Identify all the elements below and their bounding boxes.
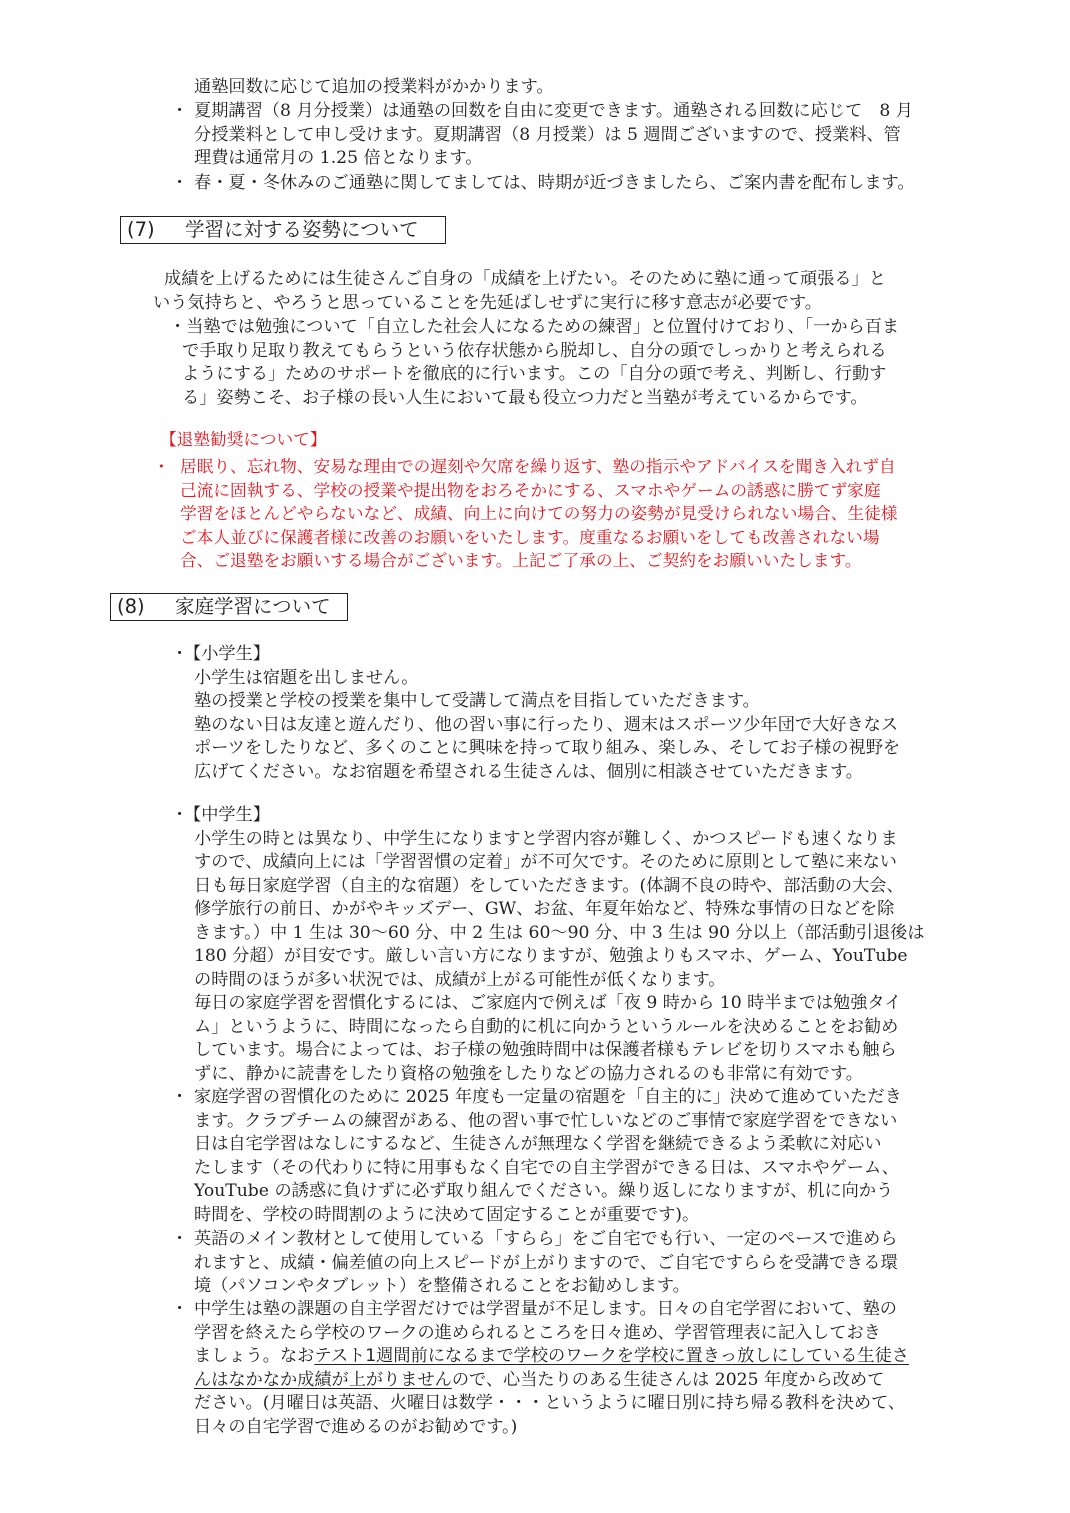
text-line: 通塾回数に応じて追加の授業料がかかります。 xyxy=(194,77,554,97)
text-line xyxy=(194,1369,909,1393)
bullet-mark: ・ xyxy=(171,644,189,664)
bullet-holiday-guide xyxy=(171,172,915,196)
elementary-heading: 【小学生】 xyxy=(184,644,270,664)
underlined-emphasis: んはなかなか成績が上がりません xyxy=(194,1369,452,1390)
text-line: 日々の自宅学習で進めるのがお勧めです。) xyxy=(194,1416,518,1437)
elementary-block xyxy=(171,643,901,784)
bullet-mark: ・ xyxy=(171,1299,189,1319)
text-line: 塾の授業と学校の授業を集中して受講して満点を目指していただきます。 xyxy=(194,691,760,711)
section-number: (8) xyxy=(117,595,145,618)
text-line: 理費は通常月の 1.25 倍となります。 xyxy=(194,148,483,168)
text-line: ようにする」ためのサポートを徹底的に行います。この「自分の頭で考え、判断し、行動す xyxy=(182,364,887,384)
text-line: 広げてください。なお宿題を希望される生徒さんは、個別に相談させていただきます。 xyxy=(194,761,863,782)
notice-title-text: 【退塾勧奨について】 xyxy=(160,429,327,449)
text-line: たします（その代わりに特に用事もなく自宅での自主学習ができる日は、スマホやゲーム、 xyxy=(194,1157,899,1178)
text-line: 英語のメイン教材として使用している「すらら」をご自宅でも行い、一定のペースで進めら xyxy=(194,1229,898,1249)
bullet-home-study-habit xyxy=(171,1086,902,1227)
text-line: 修学旅行の前日、かがやキッズデー、GW、お盆、年夏年始など、特殊な事情の日などを除 xyxy=(194,899,895,919)
text-line: 成績を上げるためには生徒さんご自身の「成績を上げたい。そのために塾に通って頑張る」と xyxy=(164,269,886,289)
notice-line: 居眠り、忘れ物、安易な理由での遅刻や欠席を繰り返す、塾の指示やアドバイスを聞き入れず自 xyxy=(180,456,896,476)
text-line: すので、成績向上には「学習習慣の定着」が不可欠です。そのために原則として塾に来ない xyxy=(194,852,897,872)
text-line: で手取り足取り教えてもらうという依存状態から脱却し、自分の頭でしっかりと考えられる xyxy=(182,340,887,361)
text-line: いう気持ちと、やろうと思っていることを先延ばしせずに実行に移す意志が必要です。 xyxy=(153,292,822,313)
text-line: 日も毎日家庭学習（自主的な宿題）をしていただきます。(体調不良の時や、部活動の大会、 xyxy=(194,875,904,896)
text-line: しています。場合によっては、お子様の勉強時間中は保護者様もテレビを切りスマホも触ら xyxy=(194,1040,897,1060)
top-continuation xyxy=(194,76,554,100)
text-line: 家庭学習の習慣化のために 2025 年度も一定量の宿題を「自主的に」決めて進めていただき xyxy=(194,1087,902,1107)
bullet-summer-course xyxy=(171,100,913,171)
bullet-mark: ・ xyxy=(171,1087,189,1107)
bullet-mark: ・ xyxy=(171,805,189,825)
text-line: 分授業料として申し受けます。夏期講習（8 月授業）は 5 週間ございますので、授業料、管 xyxy=(194,124,901,145)
text-line xyxy=(194,1345,909,1369)
section-7-intro xyxy=(153,268,886,315)
text-segment: ましょう。なお xyxy=(194,1346,315,1366)
section-title: 家庭学習について xyxy=(175,595,331,618)
text-line: 夏期講習（8 月分授業）は通塾の回数を自由に変更できます。通塾される回数に応じて 8 月 xyxy=(194,101,913,121)
text-line: 180 分超）が目安です。厳しい言い方になりますが、勉強よりもスマホ、ゲーム、YouTube xyxy=(194,946,908,966)
notice-line: ご本人並びに保護者様に改善のお願いをいたします。度重なるお願いをしても改善されない場 xyxy=(180,526,880,547)
text-line: ポーツをしたりなど、多くのことに興味を持って取り組み、楽しみ、そしてお子様の視野を xyxy=(194,738,901,758)
text-line: YouTube の誘惑に負けずに必ず取り組んでください。繰り返しになりますが、机に向かう xyxy=(194,1181,894,1201)
text-line: 春・夏・冬休みのご通塾に関してましては、時期が近づきましたら、ご案内書を配布します。 xyxy=(194,173,915,193)
notice-line: 己流に固執する、学校の授業や提出物をおろそかにする、スマホやゲームの誘惑に勝てず家庭 xyxy=(180,479,881,500)
junior-high-block xyxy=(171,804,925,1086)
notice-line: 合、ご退塾をお願いする場合がございます。上記ご了承の上、ご契約をお願いいたします。 xyxy=(180,550,862,570)
text-line: ム」というように、時間になったら自動的に机に向かうというルールを決めることをお勧め xyxy=(194,1016,899,1037)
text-line: 中学生は塾の課題の自主学習だけでは学習量が不足します。日々の自宅学習において、塾の xyxy=(194,1299,897,1319)
text-segment: ので、心当たりのある生徒さんは 2025 年度から改めて xyxy=(451,1369,885,1390)
section-7-heading xyxy=(120,216,446,244)
withdrawal-notice-body xyxy=(153,455,898,573)
section-title: 学習に対する姿勢について xyxy=(185,218,419,241)
text-line: 時間を、学校の時間割のように決めて固定することが重要です)。 xyxy=(194,1204,700,1225)
text-line: れますと、成績・偏差値の向上スピードが上がりますので、ご自宅ですららを受講できる環 xyxy=(194,1252,898,1273)
section-number: (7) xyxy=(127,218,155,241)
underlined-emphasis: テスト1週間前になるまで学校のワークを学校に置きっ放しにしている生徒さ xyxy=(314,1346,909,1366)
bullet-self-study xyxy=(171,1298,909,1439)
text-line: 日は自宅学習はなしにするなど、生徒さんが無理なく学習を継続できるよう柔軟に対応い xyxy=(194,1134,882,1154)
section-7-bullet xyxy=(169,316,899,410)
text-line: 毎日の家庭学習を習慣化するには、ご家庭内で例えば「夜 9 時から 10 時半までは勉強タイ xyxy=(194,993,902,1013)
section-8-heading xyxy=(110,593,348,621)
bullet-mark: ・ xyxy=(171,1229,189,1249)
text-line: ださい。(月曜日は英語、火曜日は数学・・・というように曜日別に持ち帰る教科を決めて、 xyxy=(194,1393,906,1413)
bullet-mark: ・ xyxy=(171,101,189,121)
text-line: 塾のない日は友達と遊んだり、他の習い事に行ったり、週末はスポーツ少年団で大好きなス xyxy=(194,714,899,735)
text-line: 境（パソコンやタブレット）を整備されることをお勧めします。 xyxy=(194,1276,690,1296)
bullet-mark: ・ xyxy=(153,456,170,476)
notice-line: 学習をほとんどやらないなど、成績、向上に向けての努力の姿勢が見受けられない場合、生徒様 xyxy=(180,503,898,523)
text-line: ずに、静かに読書をしたり資格の勉強をしたりなどの協力されるのも非常に有効です。 xyxy=(194,1063,863,1084)
text-line: る」姿勢こそ、お子様の長い人生において最も役立つ力だと当塾が考えているからです。 xyxy=(182,387,868,408)
text-line: 小学生は宿題を出しません。 xyxy=(194,667,419,688)
text-line: ・当塾では勉強について「自立した社会人になるための練習」と位置付けており、「一から百ま xyxy=(169,317,900,337)
text-line: ます。クラブチームの練習がある、他の習い事で忙しいなどのご事情で家庭学習をできない xyxy=(194,1110,898,1131)
withdrawal-notice-title xyxy=(160,428,327,452)
bullet-surara xyxy=(171,1228,898,1299)
text-line: の時間のほうが多い状況では、成績が上がる可能性が低くなります。 xyxy=(194,969,726,990)
text-line: きます。）中 1 生は 30〜60 分、中 2 生は 60〜90 分、中 3 生は 90 分以上（部活動引退後は xyxy=(194,922,925,943)
junior-high-heading: 【中学生】 xyxy=(184,805,270,825)
text-line: 小学生の時とは異なり、中学生になりますと学習内容が難しく、かつスピードも速くなりま xyxy=(194,828,898,849)
bullet-mark: ・ xyxy=(171,173,189,193)
text-line: 学習を終えたら学校のワークの進められるところを日々進め、学習管理表に記入しておき xyxy=(194,1322,881,1343)
